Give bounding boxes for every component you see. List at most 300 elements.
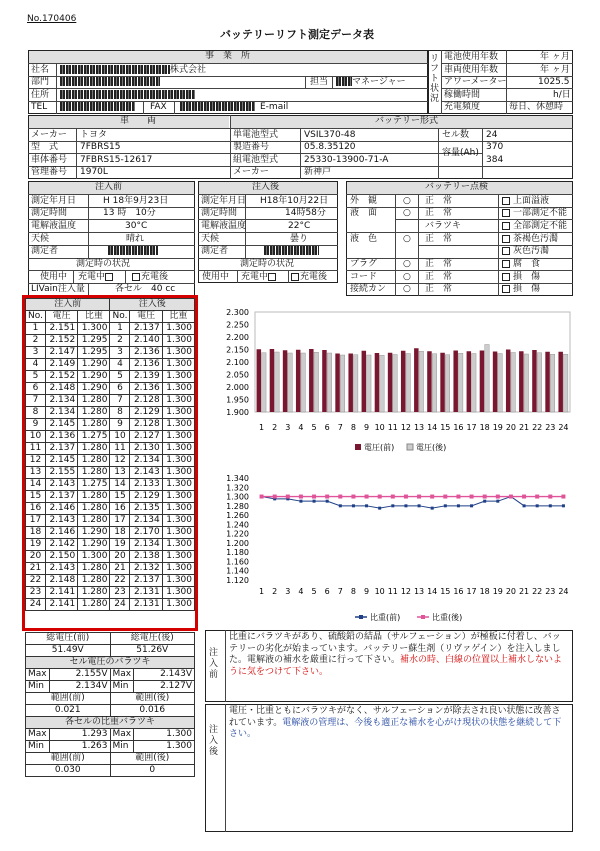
inspection-item-fault: 損 傷 (513, 284, 541, 294)
legend-sg-before-marker (359, 615, 363, 619)
cell-voltage-after: 2.137 (130, 323, 162, 335)
total-before-value: 51.49V (26, 645, 111, 657)
point-sg-after (496, 495, 500, 499)
cell-voltage-after: 2.135 (130, 503, 162, 515)
cell-no: 4 (110, 359, 130, 371)
bar-voltage-before (519, 351, 523, 412)
cell-sg-after: 1.300 (162, 515, 194, 527)
cell-no: 7 (110, 395, 130, 407)
cell-voltage-before: 2.145 (45, 455, 77, 467)
inspection-check-box (502, 259, 510, 270)
after-temp-value: 22°C (288, 221, 311, 231)
point-sg-before (536, 504, 539, 507)
cell-no: 8 (110, 407, 130, 419)
max-label: Max (110, 669, 134, 681)
y-tick-label: 2.250 (226, 320, 249, 330)
bar-voltage-before (401, 351, 405, 412)
cell-sg-before: 1.290 (78, 383, 110, 395)
table-row (26, 467, 195, 479)
voltage-chart (205, 300, 575, 460)
inspection-item-fault: 茶褐色汚濁 (513, 234, 559, 244)
col-no: No. (110, 311, 130, 323)
cell-no: 13 (110, 467, 130, 479)
sg-chart (205, 470, 575, 625)
lift-row-value: 年 ヶ月 (540, 65, 570, 75)
max-label: Max (26, 669, 50, 681)
max-label: Max (26, 729, 50, 741)
fax-label: FAX (150, 102, 167, 112)
point-sg-after (325, 495, 329, 499)
cell-voltage-after: 2.137 (130, 575, 162, 587)
tel-value (60, 102, 135, 113)
point-sg-after (561, 495, 565, 499)
cell-voltage-before: 2.150 (45, 551, 77, 563)
table-row (26, 323, 195, 335)
x-tick-label: 17 (466, 423, 477, 432)
before-opt-using: 使用中 (40, 272, 68, 282)
cell-no: 1 (110, 323, 130, 335)
bar-voltage-after (275, 352, 279, 412)
cell-no: 18 (26, 527, 46, 539)
cell-voltage-after: 2.131 (130, 587, 162, 599)
inspection-item-mark: ○ (403, 196, 411, 206)
office-header: 事 業 所 (205, 51, 251, 61)
point-sg-after (483, 495, 487, 499)
min-label: Min (110, 741, 134, 753)
cell-sg-after: 1.300 (162, 371, 194, 383)
x-tick-label: 15 (440, 423, 451, 432)
vehicle-maker-label: メーカー (31, 130, 67, 140)
bar-voltage-before (532, 350, 536, 412)
x-tick-label: 22 (532, 423, 543, 432)
table-row (26, 599, 195, 611)
inspection-item-status: 正 常 (425, 259, 453, 269)
sg-before-min: 1.263 (49, 741, 110, 753)
x-tick-label: 14 (427, 587, 438, 596)
cell-sg-before: 1.300 (78, 551, 110, 563)
cell-no: 2 (110, 335, 130, 347)
vehicle-maker-value: トヨタ (80, 130, 108, 140)
summary-tables (25, 632, 195, 777)
y-tick-label: 2.200 (226, 333, 249, 342)
inspection-item-label: 外 観 (350, 196, 378, 206)
x-tick-label: 5 (311, 587, 317, 596)
x-tick-label: 8 (350, 587, 356, 596)
x-tick-label: 9 (364, 423, 370, 432)
min-label: Min (110, 681, 134, 693)
lift-row-label: 充電頻度 (444, 102, 481, 112)
after-date-value: H18年10月22日 (260, 196, 329, 206)
before-time-label: 測定時間 (31, 208, 68, 218)
x-tick-label: 11 (387, 587, 398, 596)
bar-voltage-after (498, 354, 502, 413)
company-value: 株式会社 (60, 65, 206, 76)
inspection-item-label: プラグ (350, 259, 378, 269)
y-tick-label: 1.260 (226, 511, 249, 521)
max-label: Max (110, 729, 134, 741)
bar-voltage-before (427, 351, 431, 412)
vehicle-body-value: 7FBRS15-12617 (80, 155, 153, 165)
table-row (26, 383, 195, 395)
x-tick-label: 11 (387, 423, 398, 432)
before-temp-value: 30°C (125, 221, 148, 231)
legend-sg-after-label: 比重(後) (432, 613, 463, 622)
bar-voltage-after (445, 355, 449, 412)
before-person-value (108, 246, 158, 257)
cell-no: 15 (110, 491, 130, 503)
x-tick-label: 22 (532, 587, 543, 596)
x-tick-label: 18 (479, 423, 490, 432)
note-before-label: 注入前 (209, 648, 219, 680)
bar-voltage-before (257, 349, 261, 412)
doc-number: No.170406 (27, 14, 77, 24)
x-tick-label: 4 (298, 423, 304, 432)
cell-voltage-after: 2.128 (130, 419, 162, 431)
bar-voltage-before (480, 351, 484, 413)
cell-voltage-before: 2.151 (45, 323, 77, 335)
line-sg-before (262, 497, 564, 509)
y-tick-label: 1.160 (226, 557, 249, 567)
cell-type-value: VSIL370-48 (304, 130, 356, 140)
before-weather-label: 天候 (31, 234, 50, 244)
cell-no: 13 (26, 467, 46, 479)
after-time-label: 測定時間 (201, 208, 238, 218)
after-opt-charging: 充電中 (241, 272, 277, 283)
cell-voltage-before: 2.152 (45, 335, 77, 347)
tanto-label: 担当 (310, 77, 329, 87)
point-sg-before (549, 504, 552, 507)
point-sg-before (299, 500, 302, 503)
x-tick-label: 16 (453, 423, 464, 432)
cell-sg-after: 1.300 (162, 539, 194, 551)
cell-no: 23 (26, 587, 46, 599)
y-tick-label: 1.280 (226, 501, 249, 511)
bar-voltage-before (322, 350, 326, 412)
lift-row-label: 車両使用年数 (444, 65, 499, 75)
cell-sg-before: 1.280 (78, 587, 110, 599)
page-title: バッテリーリフト測定データ表 (220, 28, 374, 41)
table-row (26, 527, 195, 539)
table-row (26, 443, 195, 455)
total-before-label: 総電圧(前) (26, 633, 111, 645)
table-row (26, 431, 195, 443)
y-tick-label: 2.150 (226, 345, 249, 355)
cell-no: 2 (26, 335, 46, 347)
inspection-check-box (502, 284, 510, 295)
vehicle-mgmt-label: 管理番号 (31, 167, 68, 177)
cell-sg-after: 1.300 (162, 395, 194, 407)
after-header: 注入後 (252, 182, 280, 192)
table-row (26, 551, 195, 563)
cell-sg-after: 1.300 (162, 359, 194, 371)
sg-range-after-label: 範囲(後) (110, 753, 195, 765)
point-sg-before (523, 504, 526, 507)
dept-label: 部門 (31, 77, 50, 87)
cell-voltage-after: 2.138 (130, 551, 162, 563)
cell-sg-before: 1.290 (78, 371, 110, 383)
cell-no: 22 (26, 575, 46, 587)
before-time-value: 13 時 10分 (103, 208, 156, 218)
x-tick-label: 3 (285, 423, 291, 432)
livain-label: LIVain注入量 (31, 284, 85, 294)
bar-voltage-after (537, 353, 541, 412)
cell-sg-before: 1.275 (78, 479, 110, 491)
inspection-item-fault: 一部測定不能 (513, 208, 568, 218)
battery-form-header: バッテリー形式 (375, 116, 439, 126)
cell-voltage-before: 2.148 (45, 383, 77, 395)
v-before-max: 2.155V (49, 669, 110, 681)
cell-voltage-before: 2.143 (45, 479, 77, 491)
inspection-item-status: 正 常 (425, 208, 453, 218)
x-tick-label: 21 (518, 423, 530, 432)
cell-no: 4 (26, 359, 46, 371)
total-after-label: 総電圧(後) (110, 633, 195, 645)
bar-voltage-after (262, 353, 266, 412)
x-tick-label: 23 (545, 423, 556, 432)
cell-count-value: 24 (486, 130, 498, 140)
bar-voltage-before (506, 350, 510, 413)
lift-row-value: 年 ヶ月 (540, 52, 570, 62)
y-tick-label: 2.100 (226, 358, 249, 367)
point-sg-after (470, 495, 474, 499)
legend-after-swatch (407, 444, 413, 450)
bar-voltage-after (485, 345, 489, 413)
sg-range-before-label: 範囲(前) (26, 753, 111, 765)
capacity-label: 容量(Ah) (442, 148, 479, 158)
v-after-min: 2.127V (134, 681, 195, 693)
y-tick-label: 2.000 (226, 383, 249, 392)
cell-voltage-after: 2.128 (130, 395, 162, 407)
cell-no: 15 (26, 491, 46, 503)
livain-value: 各セル 40 cc (115, 284, 176, 294)
after-person-label: 測定者 (201, 246, 229, 256)
point-sg-after (286, 495, 290, 499)
inspection-item-mark: ○ (403, 272, 411, 282)
x-tick-label: 15 (440, 587, 451, 596)
x-tick-label: 12 (400, 423, 412, 432)
cell-sg-before: 1.280 (78, 395, 110, 407)
v-range-after: 0.016 (110, 705, 195, 717)
point-sg-after (522, 495, 526, 499)
bar-voltage-after (472, 354, 476, 413)
point-sg-after (535, 495, 539, 499)
y-tick-label: 2.050 (226, 370, 249, 380)
after-person-value (264, 246, 319, 257)
table-row (26, 359, 195, 371)
cell-no: 5 (26, 371, 46, 383)
cell-no: 12 (110, 455, 130, 467)
table-row (26, 371, 195, 383)
x-tick-label: 2 (272, 587, 278, 596)
legend-after-label: 電圧(後) (416, 443, 447, 452)
point-sg-before (418, 504, 421, 507)
cell-sg-after: 1.300 (162, 479, 194, 491)
cell-no: 11 (26, 443, 46, 455)
bar-voltage-after (367, 355, 371, 412)
serial-value: 05.8.35120 (304, 142, 356, 152)
point-sg-after (312, 495, 316, 499)
col-sg: 比重 (162, 311, 194, 323)
cell-no: 24 (110, 599, 130, 611)
cell-sg-after: 1.300 (162, 419, 194, 431)
x-tick-label: 6 (324, 587, 330, 596)
bar-voltage-after (432, 354, 436, 412)
bar-voltage-before (467, 351, 471, 412)
inspection-item-fault: 全部測定不能 (513, 221, 568, 231)
inspection-item-status: 正 常 (425, 272, 453, 282)
bar-voltage-before (493, 352, 497, 413)
cell-sg-after: 1.300 (162, 491, 194, 503)
x-tick-label: 20 (505, 423, 517, 432)
cell-no: 11 (110, 443, 130, 455)
inspection-check-box (502, 221, 510, 232)
cell-no: 10 (26, 431, 46, 443)
table-row (26, 347, 195, 359)
table-row (26, 479, 195, 491)
before-temp-label: 電解液温度 (31, 221, 77, 231)
inspection-item-status: 正 常 (425, 234, 453, 244)
y-tick-label: 1.900 (226, 408, 249, 417)
vehicle-mgmt-value: 1970L (80, 167, 108, 177)
email-label: E-mail (260, 102, 289, 112)
cell-no: 3 (26, 347, 46, 359)
point-sg-before (326, 500, 329, 503)
point-sg-after (299, 495, 303, 499)
cell-sg-before: 1.290 (78, 539, 110, 551)
x-tick-label: 7 (337, 587, 343, 596)
cell-sg-before: 1.275 (78, 431, 110, 443)
cell-sg-before: 1.280 (78, 515, 110, 527)
after-opt-using: 使用中 (202, 272, 230, 282)
inspection-item-status: バラツキ (425, 221, 462, 231)
point-sg-after (391, 495, 395, 499)
inspection-item-fault: 損 傷 (513, 272, 541, 282)
cell-no: 20 (110, 551, 130, 563)
battery-maker-label: メーカー (233, 167, 269, 177)
cell-sg-before: 1.290 (78, 527, 110, 539)
x-tick-label: 24 (558, 423, 569, 432)
cell-no: 21 (110, 563, 130, 575)
point-sg-before (378, 507, 381, 510)
x-tick-label: 13 (413, 423, 425, 432)
cell-sg-before: 1.280 (78, 503, 110, 515)
lift-status-side-label: リフト状況 (430, 54, 440, 104)
table-row (26, 407, 195, 419)
point-sg-after (443, 495, 447, 499)
before-opt-charging: 充電中 (78, 272, 114, 283)
cell-sg-after: 1.300 (162, 575, 194, 587)
cell-voltage-after: 2.140 (130, 335, 162, 347)
cell-voltage-before: 2.142 (45, 539, 77, 551)
cell-no: 3 (110, 347, 130, 359)
point-sg-before (562, 504, 565, 507)
cell-voltage-before: 2.143 (45, 563, 77, 575)
cell-voltage-after: 2.136 (130, 347, 162, 359)
bar-voltage-after (458, 353, 462, 412)
x-tick-label: 4 (298, 587, 304, 596)
inspection-check-box (502, 196, 510, 207)
cell-voltage-after: 2.127 (130, 431, 162, 443)
company-label: 社名 (31, 65, 50, 75)
x-tick-label: 7 (337, 423, 343, 432)
sg-before-max: 1.293 (49, 729, 110, 741)
inspection-item-status: 正 常 (425, 284, 453, 294)
y-tick-label: 1.950 (226, 395, 249, 405)
point-sg-after (456, 495, 460, 499)
col-sg: 比重 (78, 311, 110, 323)
cell-no: 10 (110, 431, 130, 443)
table-row (26, 539, 195, 551)
x-tick-label: 9 (364, 587, 370, 596)
sg-header: 各セルの比重バラツキ (26, 717, 195, 729)
point-sg-before (313, 500, 316, 503)
cell-voltage-before: 2.141 (45, 599, 77, 611)
bar-voltage-after (524, 354, 528, 412)
table-row (26, 563, 195, 575)
inspection-check-box (502, 272, 510, 283)
table-row (26, 395, 195, 407)
bar-voltage-after (314, 352, 318, 412)
table-row (26, 455, 195, 467)
cell-voltage-before: 2.152 (45, 371, 77, 383)
x-tick-label: 1 (259, 587, 265, 596)
cells-after-header: 注入後 (110, 299, 195, 311)
assembly-label: 組電池型式 (233, 155, 279, 165)
bar-voltage-before (283, 350, 287, 412)
legend-sg-before-label: 比重(前) (370, 613, 401, 622)
y-tick-label: 1.240 (226, 520, 249, 530)
vehicle-body-label: 車体番号 (31, 155, 68, 165)
sg-range-before: 0.030 (26, 765, 111, 777)
cell-voltage-after: 2.130 (130, 443, 162, 455)
point-sg-after (260, 495, 264, 499)
cell-voltage-before: 2.137 (45, 491, 77, 503)
x-tick-label: 17 (466, 587, 477, 596)
point-sg-before (431, 507, 434, 510)
bar-voltage-after (340, 355, 344, 412)
lift-row-value: h/日 (553, 90, 571, 100)
cell-sg-before: 1.280 (78, 563, 110, 575)
min-label: Min (26, 681, 50, 693)
bar-voltage-before (545, 352, 549, 412)
cell-no: 7 (26, 395, 46, 407)
x-tick-label: 24 (558, 587, 569, 596)
table-row (26, 491, 195, 503)
legend-sg-after-marker (421, 615, 425, 619)
cell-no: 1 (26, 323, 46, 335)
inspection-item-mark: ○ (403, 208, 411, 218)
bar-voltage-before (335, 354, 339, 413)
address-value (60, 90, 195, 101)
cell-no: 18 (110, 527, 130, 539)
assembly-value: 25330-13900-71-A (304, 155, 389, 165)
battery-maker-value: 新神戸 (304, 167, 332, 177)
after-date-label: 測定年月日 (201, 196, 247, 206)
vehicle-header: 車 両 (120, 116, 157, 126)
capacity-value: 370 (486, 142, 504, 152)
cell-voltage-after: 2.129 (130, 491, 162, 503)
cell-sg-before: 1.280 (78, 455, 110, 467)
cell-voltage-after: 2.133 (130, 479, 162, 491)
y-tick-label: 1.200 (226, 538, 249, 548)
after-temp-label: 電解液温度 (201, 221, 247, 231)
bar-voltage-before (453, 351, 457, 413)
cell-voltage-before: 2.145 (45, 419, 77, 431)
x-tick-label: 10 (374, 587, 385, 596)
before-header: 注入前 (95, 182, 123, 192)
x-tick-label: 20 (505, 587, 517, 596)
cell-voltage-before: 2.136 (45, 431, 77, 443)
